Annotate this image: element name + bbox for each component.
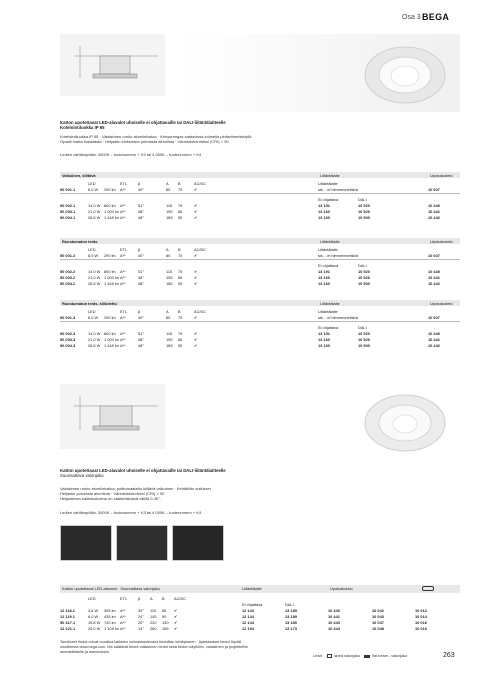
header-cell: β: [138, 596, 141, 601]
dimming-header: [0, 263, 480, 268]
cell-a: 110: [150, 608, 157, 613]
cell-etl: A**: [120, 187, 126, 192]
header-cell: B: [162, 596, 165, 601]
cell-led: 14,0 W: [88, 203, 101, 208]
cell-etl: A**: [120, 608, 126, 613]
cell-beta: 48°: [138, 337, 144, 342]
product2-line-2: Heijastin puhdasta alumiinia · Värintoistoindeksi (CRI) > 90: [60, 491, 165, 497]
article-number: 12 119.1: [60, 614, 75, 619]
cell-etl: A**: [120, 253, 126, 258]
cell-etl: A**: [120, 209, 126, 214]
article-number: 50 001.2: [60, 253, 76, 258]
cell-b: 95: [178, 215, 183, 220]
cell-lm: 290 lm: [104, 253, 116, 258]
cell-beta: 48°: [138, 209, 144, 214]
table-row: [0, 281, 480, 286]
cell-beta: 40°: [138, 253, 144, 258]
cell-beta: 30°: [138, 608, 144, 613]
table-row: [0, 203, 480, 208]
code-5: 10 014: [415, 614, 427, 619]
dali-code: 10 500: [358, 215, 370, 220]
table-header: [0, 309, 480, 314]
cell-beta: 51°: [138, 331, 144, 336]
cell-led: 6,0 W: [88, 253, 99, 258]
cell-etl: A**: [120, 343, 126, 348]
header-cell: LED: [88, 181, 96, 186]
cell-b: 70: [178, 253, 183, 258]
cell-ac: ✔: [194, 275, 198, 280]
product2-drawing: [60, 384, 165, 449]
article-number: 12 118.1: [60, 608, 75, 613]
article-number: 50 002.3: [60, 331, 76, 336]
ballast-code: 13 160: [318, 337, 330, 342]
housing-number: 10 441: [428, 337, 440, 342]
dali-code: 10 520: [358, 203, 370, 208]
housing-number: 10 607: [428, 187, 440, 192]
beam-thumb-2: [116, 525, 168, 561]
article-number: 50 001.1: [60, 187, 76, 192]
ballast-cell: sis. - ei himmennettävä: [318, 187, 359, 192]
ballast-code: 13 160: [318, 275, 330, 280]
header-cell: AC/DC: [174, 596, 187, 601]
cell-lm: 1 000 lm: [104, 275, 119, 280]
table-row: [0, 315, 480, 320]
cell-led: 4,6 W: [88, 608, 99, 613]
ballast-cell: sis. - ei himmennettävä: [318, 315, 359, 320]
table-row: [0, 331, 480, 336]
code-1: 12 144: [242, 608, 254, 613]
cell-lm: 800 lm: [104, 269, 116, 274]
cell-led: 28,5 W: [88, 215, 101, 220]
table-band: [60, 172, 460, 178]
cell-led: 28,5 W: [88, 281, 101, 286]
cell-led: 21,0 W: [88, 337, 101, 342]
cell-a: 115: [166, 203, 173, 208]
housing-title: Upotuskotelo: [330, 586, 353, 591]
dim-header-1: Ei ohjattava: [318, 263, 339, 268]
spec-table-1: [0, 172, 480, 232]
article-number: 50 417.1: [60, 620, 76, 625]
section-label: Osa 3: [402, 14, 421, 21]
cell-beta: 24°: [138, 614, 144, 619]
header-cell: ETL: [120, 181, 128, 186]
cell-a: 280: [150, 626, 157, 631]
header-cell: AC/DC: [194, 181, 207, 186]
header-cell: B: [178, 247, 181, 252]
cell-beta: 48°: [138, 275, 144, 280]
cell-ac: ✔: [194, 203, 198, 208]
cell-ac: ✔: [194, 331, 198, 336]
dim-header-1: Ei ohjattava: [242, 602, 263, 607]
table-row: [0, 275, 480, 280]
cell-ac: ✔: [194, 215, 198, 220]
spec-table-3: [0, 300, 480, 360]
product1-line-1: Kotelointiluokka IP 65 · Valaisimen runko alumiinivalua · Kehysrengas saatavissa kolmella pintaviimeistelyllä: [60, 134, 252, 139]
table-row: [0, 626, 480, 631]
header-cell: β: [138, 309, 141, 314]
cell-a: 155: [166, 275, 173, 280]
housing-number: 10 440: [428, 269, 440, 274]
cell-etl: A**: [120, 614, 126, 619]
code-3: 10 443: [328, 620, 340, 625]
cell-b: 90: [162, 614, 167, 619]
table-row: [0, 253, 480, 258]
cell-etl: A**: [120, 620, 126, 625]
dim-header-1: Ei ohjattava: [318, 325, 339, 330]
cell-b: 75: [178, 269, 183, 274]
code-2: 13 189: [285, 608, 297, 613]
code-4: 10 043: [372, 614, 384, 619]
cell-ac: ✔: [174, 608, 178, 613]
code-1: 12 144: [242, 614, 254, 619]
cell-beta: 40°: [138, 315, 144, 320]
dimming-header: [0, 325, 480, 330]
cell-lm: 800 lm: [104, 203, 116, 208]
dim-header-2: DALI: [358, 263, 367, 268]
header-cell: AC/DC: [194, 309, 207, 314]
page-number: 263: [443, 652, 455, 659]
dim-header-2: DALI: [285, 602, 294, 607]
code-5: 10 016: [415, 626, 427, 631]
code-1: 12 144: [242, 620, 254, 625]
product1-note: Ledien värilämpötila: 3000K – tuotenumero + K3 tai 4 000K – tuotenumero + K4: [60, 152, 202, 157]
cell-a: 220: [150, 620, 157, 625]
cell-led: 14,0 W: [88, 269, 101, 274]
brand-logo: BEGA: [422, 12, 450, 22]
cell-a: 185: [166, 343, 173, 348]
cell-ac: ✔: [194, 343, 198, 348]
product2-line-3: Heijastimen kallistuskulma on säädettävissä välillä 0-30°.: [60, 496, 161, 502]
table-row: [0, 187, 480, 192]
table-row: [0, 343, 480, 348]
cell-lm: 435 lm: [104, 614, 116, 619]
cell-lm: 290 lm: [104, 315, 116, 320]
dim-header-1: Ei ohjattava: [318, 197, 339, 202]
row-divider: [60, 193, 460, 194]
article-number: 50 003.3: [60, 337, 76, 342]
code-3: 10 444: [328, 626, 340, 631]
ballast-title: Liitäntälaite: [320, 173, 340, 178]
header-cell: A: [150, 596, 153, 601]
cell-led: 25,0 W: [88, 626, 101, 631]
cell-a: 185: [166, 281, 173, 286]
ballast-header: Liitäntälaite: [318, 181, 338, 186]
dali-code: 10 500: [358, 343, 370, 348]
cell-led: 6,0 W: [88, 315, 99, 320]
cell-b: 85: [178, 275, 183, 280]
cell-a: 155: [166, 209, 173, 214]
ballast-code: 13 160: [318, 343, 330, 348]
cell-beta: 51°: [138, 269, 144, 274]
dali-code: 10 500: [358, 281, 370, 286]
cell-lm: 800 lm: [104, 331, 116, 336]
flat-beam-icon: [364, 655, 370, 658]
cell-a: 115: [166, 269, 173, 274]
cell-etl: A**: [120, 269, 126, 274]
housing-number: 10 441: [428, 209, 440, 214]
cell-lm: 305 lm: [104, 608, 116, 613]
table-header: [0, 596, 480, 601]
ballast-code: 13 160: [318, 281, 330, 286]
cell-b: 95: [178, 281, 183, 286]
header-cell: B: [178, 181, 181, 186]
cell-b: 155: [162, 626, 169, 631]
cell-b: 75: [178, 203, 183, 208]
cell-lm: 1 445 lm: [104, 281, 119, 286]
code-4: 10 048: [372, 626, 384, 631]
article-number: 12 121.1: [60, 626, 76, 631]
dimming-header: [0, 602, 480, 607]
table-band: [60, 238, 460, 244]
header-cell: LED: [88, 247, 96, 252]
product2-subtitle: Suunnattava valonjako: [60, 473, 104, 479]
cell-etl: A**: [120, 331, 126, 336]
table-band: [60, 300, 460, 306]
cell-etl: A**: [120, 215, 126, 220]
header-cell: ETL: [120, 247, 128, 252]
header-cell: ETL: [120, 596, 128, 601]
cell-etl: A**: [120, 275, 126, 280]
table-title: Ruostumaton teräs, kiillotettu: [62, 301, 117, 306]
product2-note: Ledien värilämpötila: 3000K – tuotenumero + K3 tai 4 000K – tuotenumero + K4: [60, 510, 202, 515]
cell-lm: 1 445 lm: [104, 343, 119, 348]
cell-b: 85: [178, 337, 183, 342]
cell-lm: 1 000 lm: [104, 209, 119, 214]
dim-header-2: DALI: [358, 197, 367, 202]
cell-a: 145: [150, 614, 157, 619]
dimming-header: [0, 197, 480, 202]
code-5: 10 016: [415, 620, 427, 625]
table-title: Valkoinen, kiiltävä: [62, 173, 96, 178]
table-title: Ruostumaton teräs: [62, 239, 98, 244]
article-number: 50 004.2: [60, 281, 76, 286]
cell-beta: 48°: [138, 215, 144, 220]
header-cell: LED: [88, 309, 96, 314]
housing-number: 10 440: [428, 203, 440, 208]
legend-flat: flat beam - valonjako: [372, 654, 408, 658]
footer-line-2: osoitteesta www.bega.com. Nis säätävät tiedot valaisimen tiedot sekä tiedon käyttöön, valaisimen ja projekteihin: [60, 644, 249, 649]
header-cell: ETL: [120, 309, 128, 314]
cell-b: 85: [178, 209, 183, 214]
housing-title: Upotuskotelo: [430, 301, 453, 306]
code-3: 10 440: [328, 608, 340, 613]
header-cell: β: [138, 181, 141, 186]
spec-table-4: [0, 585, 480, 640]
header-cell: A: [166, 309, 169, 314]
article-number: 50 001.3: [60, 315, 76, 320]
cell-b: 70: [178, 187, 183, 192]
cell-a: 185: [166, 215, 173, 220]
cell-ac: ✔: [194, 269, 198, 274]
cell-led: 6,0 W: [88, 614, 99, 619]
ballast-title: Liitäntälaite: [320, 239, 340, 244]
header-cell: A: [166, 181, 169, 186]
cell-beta: 48°: [138, 281, 144, 286]
dim-header-2: DALI: [358, 325, 367, 330]
dali-code: 10 520: [358, 331, 370, 336]
cell-led: 21,0 W: [88, 275, 101, 280]
cell-beta: 40°: [138, 187, 144, 192]
cell-beta: 51°: [138, 203, 144, 208]
cell-ac: ✔: [194, 315, 198, 320]
ballast-code: 13 191: [318, 203, 330, 208]
ballast-header: Liitäntälaite: [318, 309, 338, 314]
cell-ac: ✔: [194, 253, 198, 258]
cell-led: 6,0 W: [88, 187, 99, 192]
dali-code: 10 526: [358, 209, 370, 214]
cell-ac: ✔: [194, 209, 198, 214]
dali-code: 10 526: [358, 337, 370, 342]
row-divider: [60, 259, 460, 260]
code-3: 10 441: [328, 614, 340, 619]
cell-led: 28,5 W: [88, 343, 101, 348]
code-4: 10 042: [372, 608, 384, 613]
cell-led: 15,8 W: [88, 620, 101, 625]
footer-line-1: Tarvikkeet tiedot voivat muuttua kaikkien voimassaolevana tiedoilian kehitykseen · Ajantasaiset tiedot löydät: [60, 640, 241, 644]
housing-number: 10 607: [428, 315, 440, 320]
accessory-icon: [422, 586, 434, 591]
cell-etl: A**: [120, 203, 126, 208]
table-row: [0, 620, 480, 625]
cell-a: 80: [166, 315, 171, 320]
housing-number: 10 442: [428, 281, 440, 286]
ballast-code: 13 191: [318, 331, 330, 336]
ballast-code: 13 160: [318, 209, 330, 214]
cell-lm: 1 445 lm: [104, 215, 119, 220]
dali-code: 10 526: [358, 275, 370, 280]
housing-title: Upotuskotelo: [430, 239, 453, 244]
article-number: 50 003.1: [60, 209, 76, 214]
cell-beta: 20°: [138, 620, 144, 625]
cell-beta: 48°: [138, 343, 144, 348]
cell-b: 85: [162, 608, 167, 613]
cell-b: 70: [178, 315, 183, 320]
article-number: 50 004.1: [60, 215, 76, 220]
table-row: [0, 614, 480, 619]
header-cell: AC/DC: [194, 247, 207, 252]
cell-a: 115: [166, 331, 173, 336]
cell-ac: ✔: [174, 626, 178, 631]
table-row: [0, 337, 480, 342]
cell-etl: A**: [120, 626, 126, 631]
table-title: Katton upotettavat LED-alavalot · Suunnattava valonjako: [62, 586, 160, 591]
code-5: 10 012: [415, 608, 427, 613]
cell-b: 95: [178, 343, 183, 348]
ballast-code: 13 160: [318, 215, 330, 220]
housing-number: 10 607: [428, 253, 440, 258]
ballast-header: Liitäntälaite: [318, 247, 338, 252]
cell-a: 155: [166, 337, 173, 342]
housing-title: Upotuskotelo: [430, 173, 453, 178]
article-number: 50 003.2: [60, 275, 76, 280]
table-row: [0, 608, 480, 613]
header-cell: β: [138, 247, 141, 252]
legend-wide: laveä valonjako: [334, 654, 361, 658]
housing-number: 10 442: [428, 215, 440, 220]
code-1: 12 194: [242, 626, 254, 631]
cell-led: 21,0 W: [88, 209, 101, 214]
table-row: [0, 269, 480, 274]
product1-line-2: Opaali matta lineaalista · Heijastin eloksoitua puhdasta alumiinia · Värintoistoindeksi (CRI) > 90: [60, 139, 229, 145]
cell-lm: 740 lm: [104, 620, 116, 625]
cell-ac: ✔: [194, 187, 198, 192]
table-row: [0, 209, 480, 214]
code-4: 10 047: [372, 620, 384, 625]
cell-etl: A**: [120, 315, 126, 320]
cell-b: 130: [162, 620, 169, 625]
housing-number: 10 441: [428, 275, 440, 280]
spec-table-2: [0, 238, 480, 298]
housing-number: 10 442: [428, 343, 440, 348]
row-divider: [60, 321, 460, 322]
cell-ac: ✔: [194, 281, 198, 286]
cell-a: 80: [166, 253, 171, 258]
dali-code: 10 520: [358, 269, 370, 274]
cell-b: 75: [178, 331, 183, 336]
ballast-code: 13 191: [318, 269, 330, 274]
code-2: 13 189: [285, 614, 297, 619]
header-cell: LED: [88, 596, 96, 601]
article-number: 50 002.2: [60, 269, 76, 274]
product1-subtitle: Kotelointiluokka IP 65: [60, 125, 105, 131]
cell-lm: 1 000 lm: [104, 337, 119, 342]
cell-etl: A**: [120, 337, 126, 342]
product2-lamp-image: [345, 388, 465, 458]
cell-led: 14,0 W: [88, 331, 101, 336]
article-number: 50 004.3: [60, 343, 76, 348]
product1-title: Katton upotettavat LED-alavalot uhoiselle ei ohjattavaille tai DALI-liitäntälaitteelle: [60, 120, 226, 125]
beam-thumb-3: [172, 525, 224, 561]
table-header: [0, 247, 480, 252]
cell-a: 80: [166, 187, 171, 192]
table-header: [0, 181, 480, 186]
article-number: 50 002.1: [60, 203, 76, 208]
product2-line-1: Valaisimen runko alumiinivalua, polttomaalattu kiiltävä valkoinen · Kehäkiilto suliukset: [60, 486, 211, 491]
header-cell: A: [166, 247, 169, 252]
cell-beta: 14°: [138, 626, 144, 631]
cell-lm: 1 108 lm: [104, 626, 119, 631]
cell-ac: ✔: [174, 620, 178, 625]
table-band: [60, 585, 460, 593]
legend-prefix: Linsit: [313, 654, 322, 658]
housing-number: 10 440: [428, 331, 440, 336]
cell-etl: A**: [120, 281, 126, 286]
ballast-title: Liitäntälaite: [320, 301, 340, 306]
header-cell: B: [178, 309, 181, 314]
wide-beam-icon: [327, 654, 332, 658]
table-row: [0, 215, 480, 220]
ballast-cell: sis. - ei himmennettävä: [318, 253, 359, 258]
cell-ac: ✔: [174, 614, 178, 619]
cell-ac: ✔: [194, 337, 198, 342]
cell-lm: 290 lm: [104, 187, 116, 192]
code-2: 13 173: [285, 626, 297, 631]
ballast-title: Liitäntälaite: [242, 586, 262, 591]
product2-title: Katton upotettavat LED-alavalot uhoiselle ei ohjattavaille tai DALI-liitäntälaitteelle: [60, 468, 226, 473]
code-2: 13 189: [285, 620, 297, 625]
beam-thumb-1: [60, 525, 112, 561]
footer-line-3: ammattilaisille ja asennuksiin.: [60, 649, 111, 654]
